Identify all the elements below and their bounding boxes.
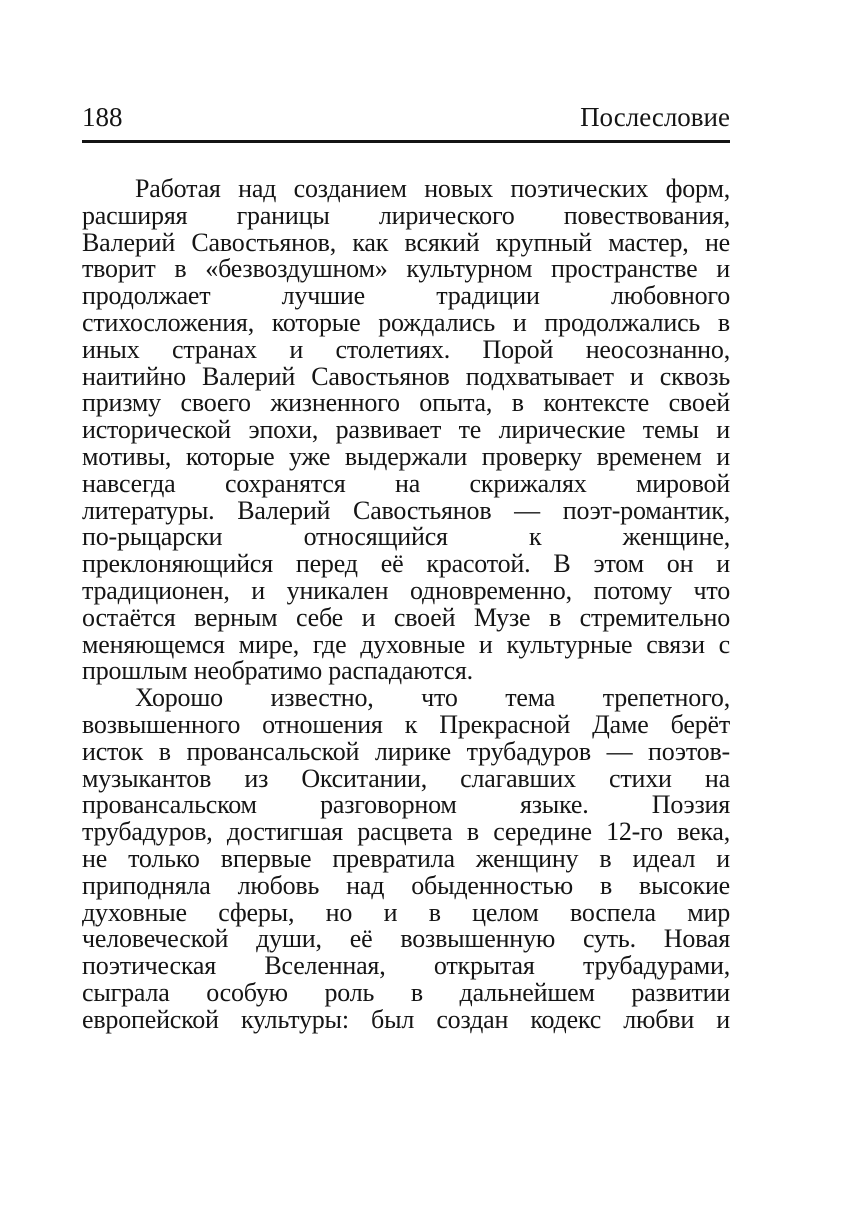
text-line: по-рыцарски относящийся к женщине, [82, 522, 730, 552]
text-line: продолжает лучшие традиции любовного [82, 281, 730, 311]
text-line: музыкантов из Окситании, слагавших стихи на [82, 763, 730, 793]
text-line: возвышенного отношения к Прекрасной Даме берёт [82, 709, 730, 739]
body-text [82, 176, 730, 1034]
text-line: поэтическая Вселенная, открытая трубадурами, [82, 951, 730, 981]
text-line: исток в провансальской лирике трубадуров — поэтов- [82, 736, 730, 766]
page-number: 188 [82, 102, 123, 132]
text-line: исторической эпохи, развивает те лирические темы и [82, 415, 730, 445]
text-line: Работая над созданием новых поэтических форм, [135, 174, 730, 203]
text-line: европейской культуры: был создан кодекс любви и [82, 1004, 730, 1034]
paragraph [82, 685, 730, 1033]
text-line: навсегда сохранятся на скрижалях мировой [82, 468, 730, 498]
text-line: традиционен, и уникален одновременно, потому что [82, 575, 730, 605]
text-line: творит в «безвоздушном» культурном пространстве и [82, 254, 730, 284]
text-line: Валерий Савостьянов, как всякий крупный мастер, не [82, 227, 730, 257]
text-line: иных странах и столетиях. Порой неосознанно, [82, 334, 730, 364]
text-line: приподняла любовь над обыденностью в высокие [82, 870, 730, 900]
text-line: провансальском разговорном языке. Поэзия [82, 790, 730, 820]
text-line: литературы. Валерий Савостьянов — поэт-романтик, [82, 495, 730, 525]
text-line: расширяя границы лирического повествования, [82, 200, 730, 230]
text-line: мотивы, которые уже выдержали проверку временем и [82, 441, 730, 471]
text-line: прошлым необратимо распадаются. [82, 656, 473, 686]
paragraph [82, 176, 730, 685]
text-line: сыграла особую роль в дальнейшем развитии [82, 977, 730, 1007]
running-title: Послесловие [580, 102, 730, 132]
text-line: остаётся верным себе и своей Музе в стремительно [82, 602, 730, 632]
header-rule [82, 140, 730, 143]
text-line: не только впервые превратила женщину в идеал и [82, 843, 730, 873]
text-line: человеческой души, её возвышенную суть. Новая [82, 924, 730, 954]
text-line: наитийно Валерий Савостьянов подхватывает и сквозь [82, 361, 730, 391]
text-line: духовные сферы, но и в целом воспела мир [82, 897, 730, 927]
text-line: призму своего жизненного опыта, в контексте своей [82, 388, 730, 418]
text-line: меняющемся мире, где духовные и культурные связи с [82, 629, 730, 659]
text-line: преклоняющийся перед её красотой. В этом он и [82, 549, 730, 579]
text-line: Хорошо известно, что тема трепетного, [135, 683, 730, 713]
text-line: трубадуров, достигшая расцвета в середине 12-го века, [82, 817, 730, 847]
text-line: стихосложения, которые рождались и продолжались в [82, 307, 730, 337]
running-header [82, 104, 730, 131]
